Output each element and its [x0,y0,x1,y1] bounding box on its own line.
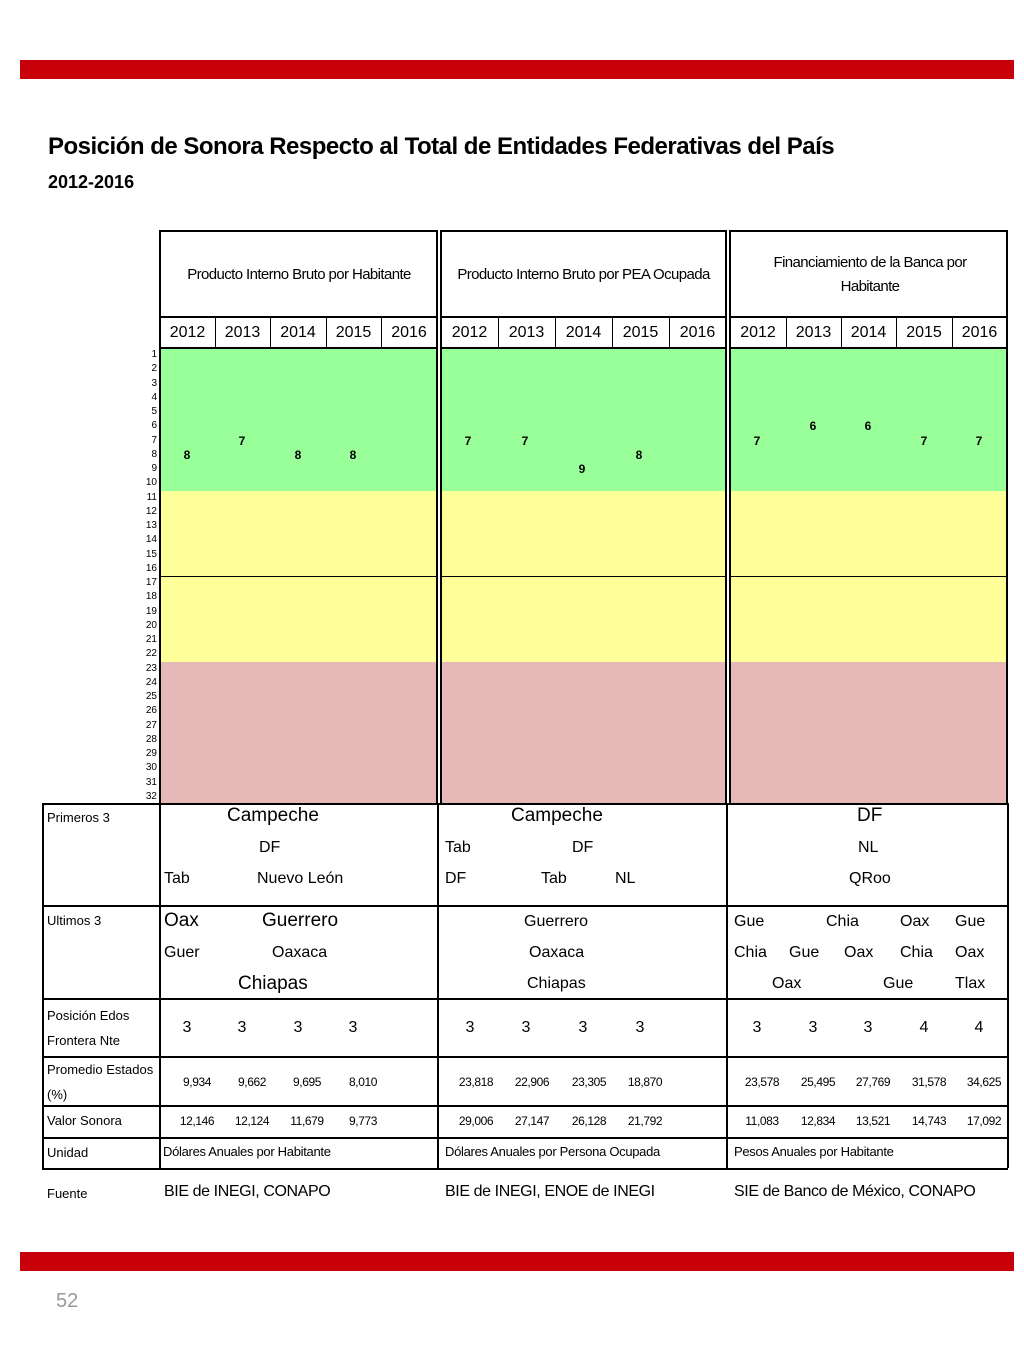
table-cell: NL [858,839,879,856]
table-cell: NL [615,870,636,887]
table-cell: Chia [734,944,767,961]
average-value: 31,578 [911,1075,947,1089]
sonora-value: 9,773 [348,1114,378,1128]
border [729,347,1007,349]
year-header: 2012 [740,324,776,341]
data-point: 8 [349,447,357,462]
position-value: 3 [808,1019,818,1036]
table-cell: Oaxaca [529,944,585,961]
border [669,316,670,348]
rank-label: 28 [145,733,157,745]
unit-value: Dólares Anuales por Persona Ocupada [445,1144,660,1159]
section-header: Producto Interno Bruto por PEA Ocupada [457,266,710,283]
year-header: 2015 [906,324,942,341]
sonora-value: 11,679 [290,1114,324,1128]
source-value: BIE de INEGI, CONAPO [164,1183,331,1200]
band-red-0 [160,662,437,805]
table-cell: Chia [900,944,933,961]
table-cell: Tab [541,870,567,887]
average-value: 23,818 [458,1075,494,1089]
border [498,316,499,348]
unit-value: Pesos Anuales por Habitante [734,1144,894,1159]
column-border [437,803,439,1168]
rank-label: 15 [145,548,157,560]
year-header: 2012 [451,324,488,341]
table-cell: Chia [826,913,859,930]
position-value: 3 [348,1019,358,1036]
position-value: 3 [465,1019,475,1036]
rank-label: 23 [145,662,157,674]
table-cell: Guerrero [262,910,339,931]
row-label-posicion: Posición Edos [47,1008,130,1023]
rank-label: 14 [145,534,157,546]
row-label-valor: Valor Sonora [47,1113,122,1128]
average-value: 9,695 [292,1075,322,1089]
average-value: 27,769 [855,1075,891,1089]
data-point: 7 [464,433,472,448]
rank-label: 21 [145,634,157,645]
table-cell: DF [259,839,281,856]
border [612,316,613,348]
data-point: 7 [753,433,761,448]
table-cell: Oax [164,910,199,931]
year-header: 2015 [335,324,372,341]
data-point: 9 [578,462,586,476]
rank-label: 20 [145,619,157,631]
year-header: 2015 [622,324,659,341]
table-cell: Oax [772,975,802,992]
rank-label: 19 [145,605,157,617]
average-value: 23,578 [744,1075,780,1089]
band-divider [730,576,1007,577]
rank-label: 17 [145,577,157,588]
year-header: 2014 [565,324,602,341]
year-header: 2016 [679,324,716,341]
rank-label: 10 [145,477,157,489]
sonora-value: 12,834 [800,1114,836,1128]
border [729,230,1007,232]
sonora-value: 14,743 [911,1114,947,1128]
rank-label: 26 [145,705,157,717]
band-red-2 [730,662,1007,805]
row-label-primeros: Primeros 3 [47,810,110,825]
data-point: 6 [864,419,872,434]
position-value: 4 [974,1019,984,1036]
position-value: 3 [237,1019,247,1036]
data-point: 7 [238,433,246,448]
data-point: 8 [183,447,191,462]
row-label-ultimos: Ultimos 3 [47,913,102,928]
rank-label: 4 [151,391,157,403]
rank-label: 18 [145,591,157,603]
year-header: 2013 [795,324,832,341]
table-cell: Chiapas [238,973,308,994]
sonora-value: 12,124 [234,1114,270,1128]
row-border [42,1056,1008,1058]
sonora-value: 29,006 [458,1114,494,1128]
data-point: 7 [920,433,928,448]
border [786,316,787,348]
position-value: 3 [521,1019,531,1036]
table-cell: QRoo [849,870,891,887]
sonora-value: 21,792 [627,1114,663,1128]
table-cell: Oax [955,944,985,961]
average-value: 9,934 [182,1075,212,1089]
rank-label: 5 [151,406,157,417]
sonora-value: 13,521 [855,1114,891,1128]
year-header: 2014 [850,324,887,341]
column-border [42,803,44,1168]
border [326,316,327,348]
border [952,316,953,348]
border [440,316,726,318]
sonora-value: 27,147 [514,1114,550,1128]
border [896,316,897,348]
table-cell: DF [857,805,883,826]
border [215,316,216,348]
rank-label: 11 [146,491,157,503]
band-divider [441,576,726,577]
table-cell: Gue [955,913,986,930]
source-value: SIE de Banco de México, CONAPO [734,1183,976,1200]
average-value: 34,625 [966,1075,1002,1089]
rank-label: 8 [151,448,157,460]
page-subtitle: 2012-2016 [48,172,135,192]
row-label-promedio: Promedio Estados [47,1062,154,1077]
column-border [159,803,161,1168]
position-value: 3 [182,1019,192,1036]
table-cell: Tab [445,839,471,856]
year-header: 2016 [961,324,998,341]
page-number: 52 [56,1290,79,1312]
year-header: 2014 [280,324,316,341]
band-red-1 [441,662,726,805]
position-value: 3 [635,1019,645,1036]
page-title: Posición de Sonora Respecto al Total de Entidades Federativas del País [48,133,835,160]
band-green-0 [160,348,437,491]
average-value: 9,662 [237,1075,267,1089]
rank-label: 12 [145,505,157,517]
row-border [42,1105,1008,1107]
year-header: 2013 [508,324,545,341]
border [159,230,437,232]
bottom-red-bar [20,1252,1014,1271]
table-cell: Tlax [955,975,986,992]
year-header: 2013 [224,324,261,341]
row-border [42,905,1008,907]
position-value: 3 [752,1019,762,1036]
table-cell: Campeche [227,805,319,826]
position-value: 4 [919,1019,929,1036]
average-value: 23,305 [571,1075,607,1089]
row-border [42,998,1008,1000]
rank-label: 29 [145,748,157,759]
column-border [726,803,728,1168]
position-value: 3 [578,1019,588,1036]
section-header: Producto Interno Bruto por Habitante [187,266,411,283]
average-value: 25,495 [800,1075,836,1089]
table-cell: Gue [883,975,914,992]
average-value: 18,870 [627,1075,663,1089]
data-point: 7 [521,433,529,448]
border [729,316,1007,318]
year-header: 2016 [391,324,427,341]
unit-value: Dólares Anuales por Habitante [163,1144,331,1159]
rank-label: 2 [151,363,157,375]
row-label-unidad: Unidad [47,1145,89,1160]
year-header: 2012 [169,324,206,341]
rank-label: 13 [145,520,157,531]
table-cell: Oax [900,913,930,930]
average-value: 8,010 [348,1075,378,1089]
row-border [42,1168,1008,1170]
sonora-value: 11,083 [745,1114,779,1128]
sonora-value: 12,146 [179,1114,215,1128]
average-value: 22,906 [514,1075,550,1089]
border [440,230,726,232]
rank-label: 27 [145,719,157,731]
row-label-promedio-2: (%) [47,1087,68,1102]
border [381,316,382,348]
table-cell: Campeche [511,805,603,826]
table-cell: Gue [789,944,820,961]
rank-label: 3 [151,377,157,389]
border [555,316,556,348]
source-value: BIE de INEGI, ENOE de INEGI [445,1183,655,1200]
data-point: 8 [635,447,643,462]
rank-label: 16 [145,562,157,574]
table-cell: Nuevo León [257,870,344,887]
table-cell: Oax [844,944,874,961]
border [270,316,271,348]
sonora-value: 26,128 [571,1114,607,1128]
rank-label: 30 [145,762,157,774]
table-cell: DF [445,870,467,887]
rank-label: 6 [151,420,157,432]
row-label-posicion-2: Frontera Nte [47,1033,120,1048]
row-label-fuente: Fuente [47,1186,88,1201]
rank-label: 24 [145,676,157,688]
data-point: 6 [809,419,817,434]
sonora-value: 17,092 [966,1114,1002,1128]
table-cell: Tab [164,870,190,887]
table-cell: Gue [734,913,765,930]
band-divider [160,576,437,577]
section-header: Financiamiento de la Banca por Habitante [773,254,967,295]
rank-label: 22 [145,648,157,660]
rank-label: 1 [151,349,157,360]
table-cell: Chiapas [527,975,586,992]
row-border [42,1137,1008,1139]
rank-label: 25 [145,691,157,702]
rank-label: 31 [145,776,157,788]
position-value: 3 [863,1019,873,1036]
rank-label: 32 [145,790,157,802]
rank-label: 9 [151,463,157,474]
border [440,347,726,349]
position-value: 3 [293,1019,303,1036]
table-cell: DF [572,839,594,856]
border [841,316,842,348]
table-cell: Oaxaca [272,944,328,961]
table-cell: Guer [164,944,200,961]
border [159,316,437,318]
table-cell: Guerrero [524,913,589,930]
data-point: 7 [975,433,983,448]
rank-label: 7 [151,434,157,446]
border [159,347,437,349]
data-point: 8 [294,447,302,462]
